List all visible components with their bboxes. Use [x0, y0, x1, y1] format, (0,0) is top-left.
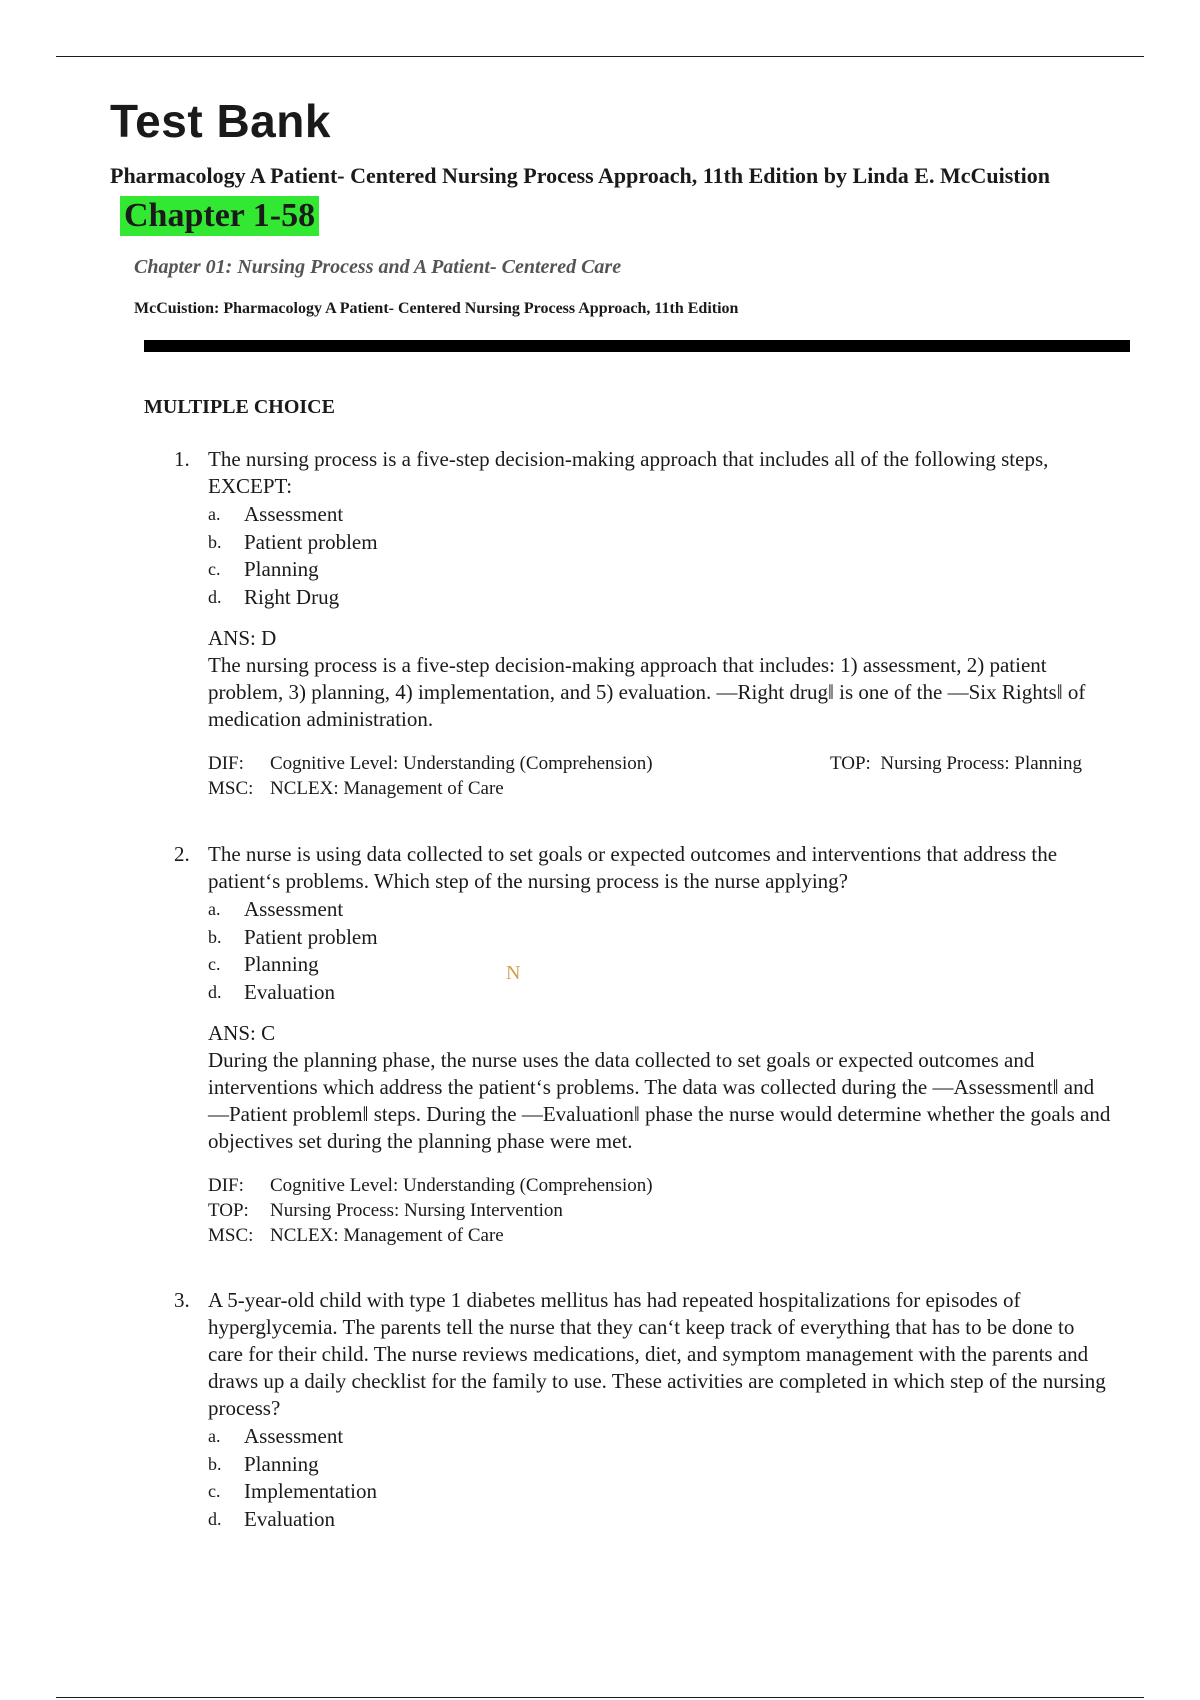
dif-value: Cognitive Level: Understanding (Comprehension) [270, 753, 653, 774]
option-text: Right Drug [244, 584, 340, 609]
option-text: Patient problem [244, 529, 378, 554]
top-value: Nursing Process: Planning [880, 753, 1082, 774]
top-field [830, 751, 1082, 776]
section-heading: MULTIPLE CHOICE [144, 396, 335, 418]
msc-label: MSC: [208, 1225, 254, 1246]
section-divider [144, 340, 1130, 352]
page-title: Test Bank [110, 95, 331, 147]
option-text: Assessment [244, 502, 344, 527]
msc-value: NCLEX: Management of Care [270, 1225, 504, 1246]
option-b [208, 924, 1114, 952]
option-text: Evaluation [244, 1506, 335, 1531]
dif-label: DIF: [208, 1175, 244, 1196]
option-b [208, 529, 1114, 557]
top-label: TOP: [208, 1200, 249, 1221]
question-1 [174, 446, 1114, 801]
answer: ANS: D [208, 626, 277, 650]
option-c [208, 556, 1114, 584]
chapter-range-highlight: Chapter 1-58 [120, 196, 319, 236]
option-b [208, 1451, 1114, 1479]
question-number: 3. [174, 1288, 190, 1312]
option-letter: c. [208, 559, 221, 580]
question-stem: The nurse is using data collected to set goals or expected outcomes and interventions that address the patient‘s problems. Which step of the nursing process is the nurse applying? [208, 842, 1058, 893]
option-text: Planning [244, 1451, 319, 1476]
option-text: Evaluation [244, 979, 335, 1004]
option-letter: b. [208, 926, 222, 947]
stray-mark: N [506, 962, 521, 984]
option-letter: c. [208, 1481, 221, 1502]
option-text: Implementation [244, 1479, 377, 1504]
book-subtitle: Pharmacology A Patient- Centered Nursing Process Approach, 11th Edition by Linda E. McCuistion [110, 163, 1050, 188]
dif-label: DIF: [208, 753, 244, 774]
option-text: Planning [244, 557, 319, 582]
option-letter: d. [208, 1508, 222, 1529]
option-letter: a. [208, 899, 221, 920]
option-c [208, 1478, 1114, 1506]
option-letter: b. [208, 531, 222, 552]
option-letter: d. [208, 981, 222, 1002]
option-list [208, 501, 1114, 611]
option-d [208, 979, 1114, 1007]
option-letter: b. [208, 1453, 222, 1474]
question-2 [174, 841, 1114, 1248]
option-text: Planning [244, 952, 319, 977]
option-d [208, 1506, 1114, 1534]
rationale: The nursing process is a five-step decision-making approach that includes: 1) assessment, 2) patient problem, 3) planning, 4) implementation, and 5) evaluation. —Right drug‖ is one of the —Six Rights‖ of medication administration. [208, 653, 1086, 731]
option-a [208, 896, 1114, 924]
option-list [208, 896, 1114, 1006]
question-3 [174, 1287, 1114, 1533]
option-a [208, 501, 1114, 529]
dif-value: Cognitive Level: Understanding (Comprehension) [270, 1175, 653, 1196]
chapter-heading: Chapter 01: Nursing Process and A Patient- Centered Care [134, 256, 622, 278]
top-value: Nursing Process: Nursing Intervention [270, 1200, 563, 1221]
option-a [208, 1423, 1114, 1451]
option-text: Assessment [244, 897, 344, 922]
option-letter: a. [208, 504, 221, 525]
question-number: 1. [174, 447, 190, 471]
option-letter: d. [208, 586, 222, 607]
msc-label: MSC: [208, 778, 254, 799]
question-number: 2. [174, 842, 190, 866]
question-metadata [208, 1173, 1114, 1248]
question-stem: The nursing process is a five-step decision-making approach that includes all of the following steps, EXCEPT: [208, 447, 1049, 498]
option-d [208, 584, 1114, 612]
top-rule [56, 56, 1144, 57]
rationale: During the planning phase, the nurse uses the data collected to set goals or expected outcomes and interventions which address the patient‘s problems. The data was collected during the —Assessment‖ and —Patient problem‖ steps. During the —Evaluation‖ phase the nurse would determine whether the goals and objectives set during the planning phase were met. [208, 1048, 1111, 1153]
option-letter: a. [208, 1426, 221, 1447]
answer: ANS: C [208, 1021, 276, 1045]
option-text: Patient problem [244, 924, 378, 949]
question-stem: A 5-year-old child with type 1 diabetes mellitus has had repeated hospitalizations for episodes of hyperglycemia. The parents tell the nurse that they can‘t keep track of everything that has to be done to care for their child. The nurse reviews medications, diet, and symptom management with the parents and draws up a daily checklist for the family to use. These activities are completed in which step of the nursing process? [208, 1288, 1106, 1420]
bottom-rule [56, 1697, 1144, 1698]
book-reference-line: McCuistion: Pharmacology A Patient- Centered Nursing Process Approach, 11th Edition [134, 300, 739, 317]
option-letter: c. [208, 954, 221, 975]
question-metadata [208, 751, 1114, 801]
option-c [208, 951, 1114, 979]
option-list [208, 1423, 1114, 1533]
top-label: TOP: [830, 753, 871, 774]
msc-value: NCLEX: Management of Care [270, 778, 504, 799]
option-text: Assessment [244, 1424, 344, 1449]
